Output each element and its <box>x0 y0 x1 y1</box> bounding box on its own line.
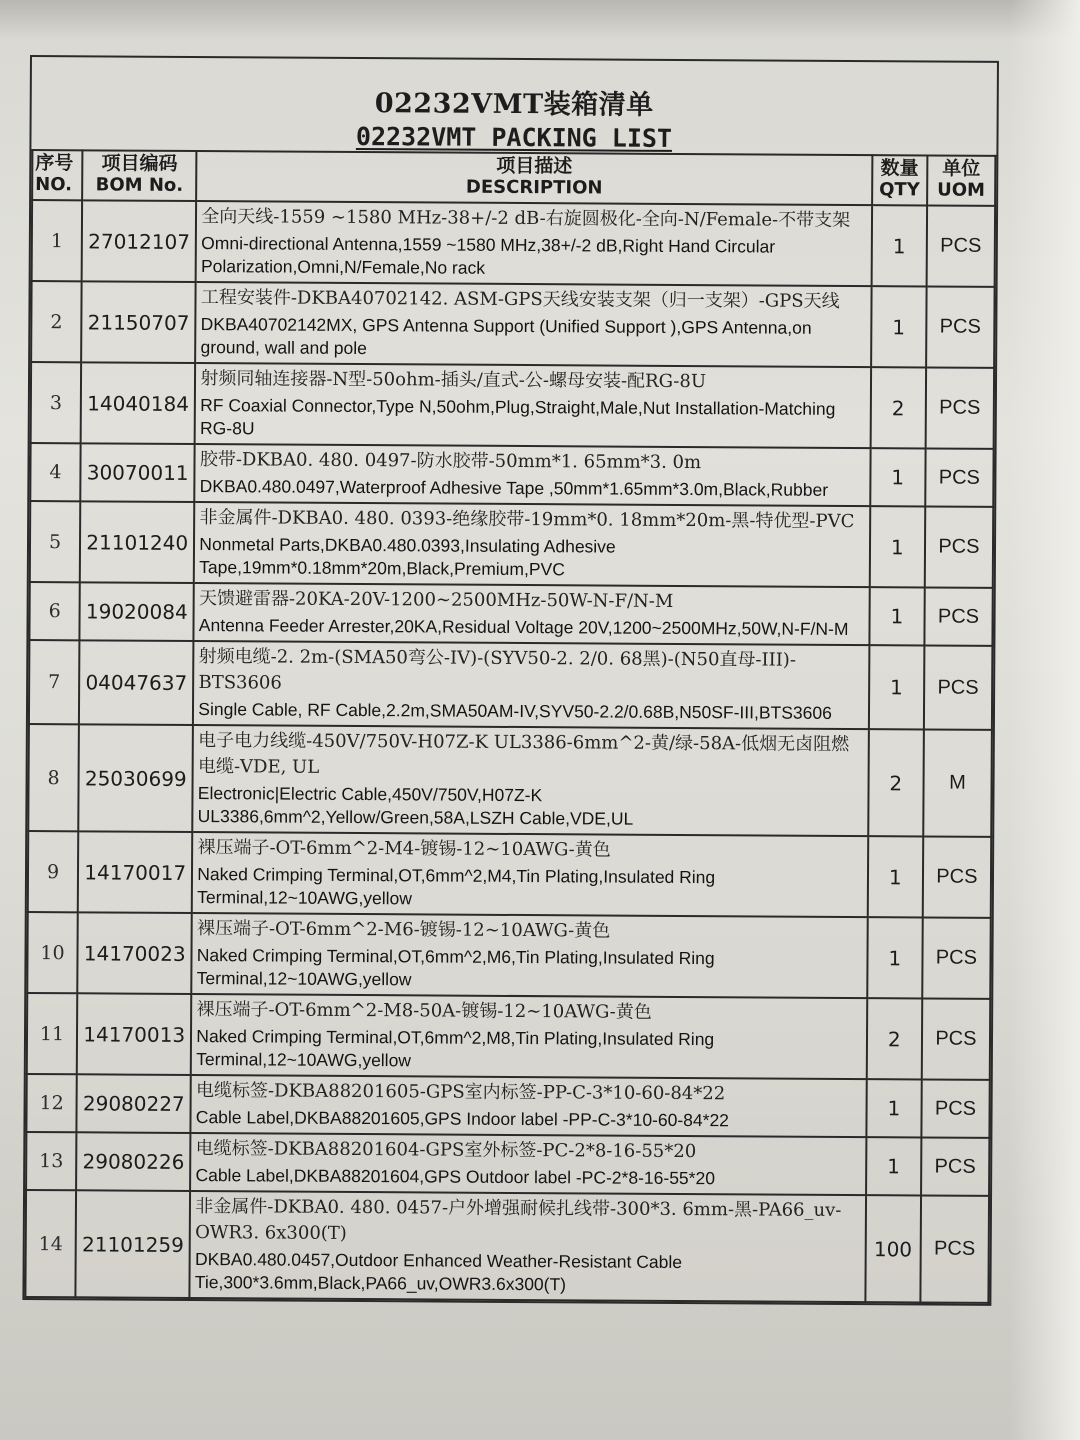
row-description <box>194 502 870 587</box>
title-chinese: 02232VMT装箱清单 <box>374 88 654 121</box>
description-english: RF Coaxial Connector,Type N,50ohm,Plug,Straight,Male,Nut Installation-Matching RG-8U <box>199 395 836 439</box>
row-seq: 4 <box>30 443 80 501</box>
row-seq: 2 <box>31 281 82 362</box>
row-bom: 14170023 <box>77 912 192 994</box>
row-seq: 9 <box>28 831 79 912</box>
description-english: DKBA0.480.0497,Waterproof Adhesive Tape ,50mm*1.65mm*3.0m,Black,Rubber <box>199 476 829 500</box>
table-header-row <box>32 150 995 206</box>
row-bom: 21150707 <box>81 281 196 363</box>
row-seq: 14 <box>25 1190 76 1297</box>
row-bom: 29080227 <box>77 1074 192 1133</box>
row-bom: 04047637 <box>79 640 194 725</box>
row-uom: M <box>923 729 992 836</box>
description-english: Naked Crimping Terminal,OT,6mm^2,M6,Tin Plating,Insulated Ring Terminal,12~10AWG,yellow <box>196 945 715 990</box>
table-row <box>26 1132 989 1196</box>
description-chinese: 天馈避雷器-20KA-20V-1200~2500MHz-50W-N-F/N-M <box>198 588 674 612</box>
row-qty: 1 <box>866 1137 921 1195</box>
description-english: Single Cable, RF Cable,2.2m,SMA50AM-IV,SYV50-2.2/0.68B,N50SF-III,BTS3606 <box>198 699 832 723</box>
row-bom: 27012107 <box>82 200 197 282</box>
row-uom: PCS <box>925 367 994 448</box>
row-seq: 12 <box>26 1074 76 1132</box>
description-chinese: 裸压端子-OT-6mm^2-M4-镀锡-12~10AWG-黄色 <box>197 837 611 861</box>
row-seq: 3 <box>31 362 82 443</box>
header-bom: 项目编码 BOM No. <box>82 150 197 201</box>
row-bom: 30070011 <box>80 443 195 502</box>
row-description <box>190 1191 866 1302</box>
description-chinese: 电缆标签-DKBA88201604-GPS室外标签-PC-2*8-16-55*20 <box>195 1138 697 1163</box>
table-row <box>29 640 992 730</box>
row-qty: 2 <box>868 729 924 836</box>
description-english: DKBA40702142MX, GPS Antenna Support (Unified Support ),GPS Antenna,on ground, wall and pole <box>200 314 812 359</box>
row-uom: PCS <box>922 998 991 1079</box>
description-english: DKBA0.480.0457,Outdoor Enhanced Weather-Resistant Cable Tie,300*3.6mm,Black,PA66_uv,OWR3.6x300(T) <box>194 1249 683 1295</box>
row-seq: 6 <box>29 582 79 640</box>
right-glare <box>1010 0 1080 1440</box>
row-seq: 11 <box>27 993 78 1074</box>
description-chinese: 工程安装件-DKBA40702142. ASM-GPS天线安装支架（归一支架）-GPS天线 <box>200 287 840 312</box>
row-uom: PCS <box>924 645 993 729</box>
row-seq: 13 <box>26 1132 76 1190</box>
table-row <box>32 200 995 287</box>
description-english: Cable Label,DKBA88201605,GPS Indoor label -PP-C-3*10-60-84*22 <box>195 1107 730 1131</box>
table-row <box>31 362 994 449</box>
description-english: Omni-directional Antenna,1559 ~1580 MHz,38+/-2 dB,Right Hand Circular Polarization,Omni,N/Female,No rack <box>200 233 776 278</box>
row-bom: 25030699 <box>78 724 193 832</box>
table-row <box>29 582 992 646</box>
row-description <box>193 641 869 729</box>
description-english: Cable Label,DKBA88201604,GPS Outdoor label -PC-2*8-16-55*20 <box>195 1165 716 1189</box>
description-english: Naked Crimping Terminal,OT,6mm^2,M4,Tin Plating,Insulated Ring Terminal,12~10AWG,yellow <box>197 864 716 909</box>
description-chinese: 裸压端子-OT-6mm^2-M6-镀锡-12~10AWG-黄色 <box>196 918 611 942</box>
row-uom: PCS <box>921 1137 990 1195</box>
row-uom: PCS <box>923 836 992 917</box>
row-bom: 21101240 <box>80 501 195 583</box>
row-description <box>191 1075 867 1137</box>
description-english: Nonmetal Parts,DKBA0.480.0393,Insulating Adhesive Tape,19mm*0.18mm*20m,Black,Premium,PVC <box>199 534 616 580</box>
row-description <box>195 444 871 506</box>
row-seq: 10 <box>27 912 78 993</box>
row-seq: 1 <box>32 200 83 281</box>
row-qty: 1 <box>866 1079 921 1137</box>
description-english: Antenna Feeder Arrester,20KA,Residual Voltage 20V,1200~2500MHz,50W,N-F/N-M <box>198 615 849 640</box>
row-qty: 100 <box>865 1195 921 1302</box>
title-block <box>31 57 997 155</box>
row-description <box>196 201 872 286</box>
row-bom: 19020084 <box>80 582 195 641</box>
row-bom: 14170017 <box>78 831 193 913</box>
row-qty: 1 <box>869 645 925 729</box>
description-chinese: 胶带-DKBA0. 480. 0497-防水胶带-50mm*1. 65mm*3. 0m <box>199 449 702 474</box>
row-qty: 2 <box>866 998 922 1079</box>
table-row <box>31 281 994 368</box>
description-chinese: 电缆标签-DKBA88201605-GPS室内标签-PP-C-3*10-60-84*22 <box>195 1080 726 1105</box>
row-qty: 1 <box>869 587 924 645</box>
table-row <box>27 912 990 999</box>
description-chinese: 射频同轴连接器-N型-50ohm-插头/直式-公-螺母安装-配RG-8U <box>200 368 707 393</box>
header-seq: 序号 NO. <box>32 150 82 200</box>
description-english: Electronic|Electric Cable,450V/750V,H07Z-K UL3386,6mm^2,Yellow/Green,58A,LSZH Cable,VDE,UL <box>197 783 634 829</box>
description-chinese: 裸压端子-OT-6mm^2-M8-50A-镀锡-12~10AWG-黄色 <box>196 999 652 1023</box>
row-uom: PCS <box>925 448 994 506</box>
row-qty: 1 <box>867 917 923 998</box>
row-uom: PCS <box>922 917 991 998</box>
row-qty: 1 <box>871 286 927 367</box>
row-description <box>190 1133 866 1195</box>
row-uom: PCS <box>921 1079 990 1137</box>
row-uom: PCS <box>926 286 995 367</box>
row-description <box>191 994 867 1079</box>
row-uom: PCS <box>926 205 995 286</box>
table-row <box>26 1074 989 1138</box>
description-chinese: 非金属件-DKBA0. 480. 0457-户外增强耐候扎线带-300*3. 6mm-黑-PA66_uv-OWR3. 6x300(T) <box>195 1196 842 1244</box>
table-row <box>30 501 993 588</box>
row-uom: PCS <box>924 587 993 645</box>
row-bom: 29080226 <box>76 1132 191 1191</box>
row-qty: 1 <box>871 205 927 286</box>
row-bom: 14170013 <box>77 993 192 1075</box>
row-seq: 7 <box>29 640 80 724</box>
row-description <box>193 725 869 836</box>
row-qty: 1 <box>867 836 923 917</box>
row-bom: 14040184 <box>81 362 196 444</box>
row-qty: 1 <box>869 506 925 587</box>
row-qty: 1 <box>870 448 925 506</box>
row-description <box>192 913 868 998</box>
row-description <box>195 363 871 448</box>
header-description: 项目描述 DESCRIPTION <box>196 151 872 205</box>
description-chinese: 非金属件-DKBA0. 480. 0393-绝缘胶带-19mm*0. 18mm*20m-黑-特优型-PVC <box>199 507 855 533</box>
row-description <box>194 583 870 645</box>
row-seq: 8 <box>28 724 79 831</box>
row-bom: 21101259 <box>76 1190 191 1298</box>
row-qty: 2 <box>870 367 926 448</box>
packing-list-table <box>24 149 996 1304</box>
table-row <box>28 831 991 918</box>
description-chinese: 射频电缆-2. 2m-(SMA50弯公-IV)-(SYV50-2. 2/0. 68黑)-(N50直母-III)-BTS3606 <box>198 646 797 694</box>
table-row <box>28 724 992 837</box>
row-uom: PCS <box>920 1195 989 1302</box>
description-chinese: 电子电力线缆-450V/750V-H07Z-K UL3386-6mm^2-黄/绿-58A-低烟无卤阻燃电缆-VDE, UL <box>197 730 850 778</box>
row-description <box>192 832 868 917</box>
row-description <box>195 282 871 367</box>
row-seq: 5 <box>30 501 81 582</box>
description-english: Naked Crimping Terminal,OT,6mm^2,M8,Tin Plating,Insulated Ring Terminal,12~10AWG,yellow <box>196 1026 715 1071</box>
top-shadow <box>0 0 1080 40</box>
header-uom: 单位 UOM <box>927 155 995 205</box>
packing-list-sheet <box>22 55 999 1306</box>
table-row <box>27 993 990 1080</box>
description-chinese: 全向天线-1559 ~1580 MHz-38+/-2 dB-右旋圆极化-全向-N/Female-不带支架 <box>201 206 851 232</box>
title-english: 02232VMT PACKING LIST <box>355 121 673 153</box>
table-row <box>30 443 993 507</box>
row-uom: PCS <box>925 506 994 587</box>
table-row <box>25 1190 989 1303</box>
header-qty: 数量 QTY <box>872 155 927 205</box>
